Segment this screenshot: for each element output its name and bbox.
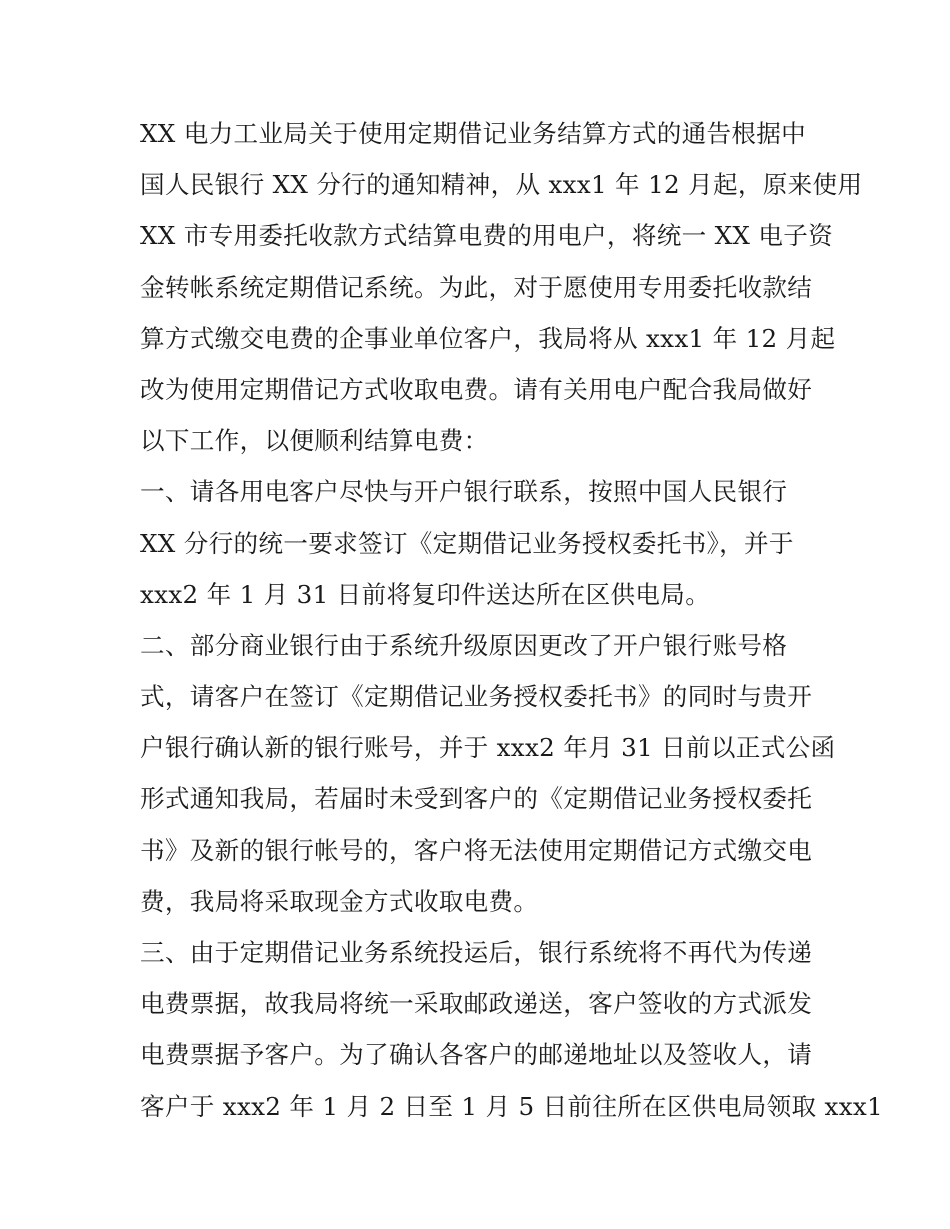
text-line: 三、由于定期借记业务系统投运后，银行系统将不再代为传递 [140,938,813,967]
text-line: 电费票据，故我局将统一采取邮政递送，客户签收的方式派发 [140,989,813,1019]
text-line: 国人民银行 XX 分行的通知精神，从 xxx1 年 12 月起，原来使用 [140,170,863,200]
text-line: 一、请各用电客户尽快与开户银行联系，按照中国人民银行 [140,477,788,507]
text-line: 书》及新的银行帐号的，客户将无法使用定期借记方式缴交电 [140,835,813,865]
text-line: 形式通知我局，若届时未受到客户的《定期借记业务授权委托 [140,784,813,814]
text-line: 以下工作，以便顺利结算电费： [140,426,489,456]
text-line: XX 电力工业局关于使用定期借记业务结算方式的通告根据中 [140,119,807,148]
text-line: 户银行确认新的银行账号，并于 xxx2 年月 31 日前以正式公函 [140,733,836,763]
text-line: XX 市专用委托收款方式结算电费的用电户，将统一 XX 电子资 [140,221,834,251]
text-line: 电费票据予客户。为了确认各客户的邮递地址以及签收人，请 [140,1040,813,1070]
text-line: XX 分行的统一要求签订《定期借记业务授权委托书》，并于 [140,528,794,558]
text-line: xxx2 年 1 月 31 日前将复印件送达所在区供电局。 [140,579,711,609]
body-text [140,108,883,1132]
text-line: 算方式缴交电费的企事业单位客户，我局将从 xxx1 年 12 月起 [140,323,836,353]
text-line: 二、部分商业银行由于系统升级原因更改了开户银行账号格 [140,630,788,660]
text-line: 费，我局将采取现金方式收取电费。 [140,886,539,916]
text-line: 改为使用定期借记方式收取电费。请有关用电户配合我局做好 [140,374,813,404]
text-line: 金转帐系统定期借记系统。为此，对于愿使用专用委托收款结 [140,272,813,302]
text-line: 客户于 xxx2 年 1 月 2 日至 1 月 5 日前往所在区供电局领取 xxx1 [140,1091,883,1121]
text-line: 式，请客户在签订《定期借记业务授权委托书》的同时与贵开 [140,682,813,712]
